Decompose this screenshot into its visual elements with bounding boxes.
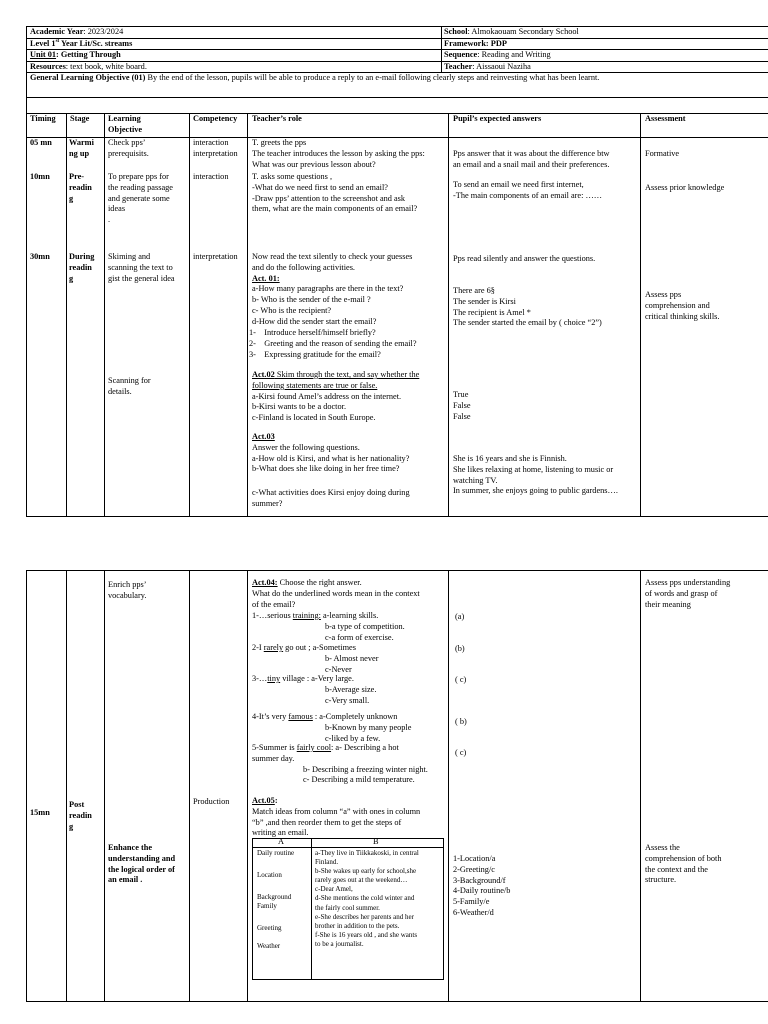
- objective-prereading: To prepare pps for the reading passage and generate some ideas .: [108, 172, 173, 225]
- col-pupil-answers: Pupil’s expected answers: [453, 114, 542, 123]
- stage-post: Post readin g: [69, 800, 92, 831]
- teacher-prereading: T. asks some questions , -What do we need first to send an email? -Draw pps’ attention to the screenshot and ask them, what are the main components of an email?: [252, 172, 418, 214]
- answer-q2: (b): [455, 644, 465, 653]
- act04-q5: 5-Summer is fairly cool: a- Describing a hot summer day. b- Describing a freezing winter night. c- Describing a mild temperature.: [252, 743, 428, 785]
- act01-choices: 1- Introduce herself/himself briefly? 2- Greeting and the reason of sending the email? 3- Expressing gratitude for the email?: [249, 328, 417, 359]
- col-stage: Stage: [70, 114, 90, 123]
- answer-q3: ( c): [455, 675, 467, 684]
- resources: Resources: text book, white board.: [30, 62, 147, 71]
- competency-production: Production: [193, 797, 230, 806]
- pupil-act02: True False False: [453, 390, 471, 421]
- assessment-structure: Assess the comprehension of both the context and the structure.: [645, 843, 722, 885]
- pupil-act01: There are 6§ The sender is Kirsi The recipient is Amel * The sender started the email by ( choice “2”): [453, 286, 602, 328]
- act03-block: Act.03 Answer the following questions. a-How old is Kirsi, and what is her nationality? b-What does she like doing in her free time?: [252, 432, 410, 474]
- answer-q4: ( b): [455, 717, 467, 726]
- objective-scanning: Scanning for details.: [108, 376, 151, 396]
- teacher-during: Now read the text silently to check your guesses and do the following activities. Act. 01: a-How many paragraphs are there in the text? b- Who is the sender of the e-mail ? c- Who is the recipient? d-How did the sender start the email?: [252, 252, 413, 326]
- col-learning-objective: Learning Objective: [108, 114, 143, 134]
- objective-warmup: Check pps’ prerequisits.: [108, 138, 149, 158]
- pupil-act03: She is 16 years and she is Finnish. She likes relaxing at home, listening to music or watching TV. In summer, she enjoys going to public gardens….: [453, 454, 618, 496]
- act05-block: Act.05: Match ideas from column “a” with ones in column “b” ,and then reorder them to get the steps of writing an email.: [252, 796, 421, 838]
- timing-warmup: 05 mn: [30, 138, 52, 147]
- act04-q4: 4-It’s very famous : a-Completely unknown b-Known by many people c-liked by a few.: [252, 712, 412, 743]
- match-col-a: Daily routine Location Background Family Greeting Weather: [257, 849, 295, 951]
- answers-act05: 1-Location/a 2-Greeting/c 3-Background/f 4-Daily routine/b 5-Family/e 6-Weather/d: [453, 854, 511, 917]
- act04-q1: 1-…serious training: a-learning skills. b-a type of competition. c-a form of exercise.: [252, 611, 405, 642]
- objective-vocabulary: Enrich pps’ vocabulary.: [108, 580, 147, 600]
- match-header-a: A: [278, 837, 284, 846]
- general-learning-objective: General Learning Objective (01) By the end of the lesson, pupils will be able to produce a reply to an e-mail following clearly steps and reinvesting what has been learnt.: [30, 73, 600, 82]
- teacher: Teacher: Aissaoui Naziha: [444, 62, 531, 71]
- answer-q5: ( c): [455, 748, 467, 757]
- objective-email-order: Enhance the understanding and the logical order of an email .: [108, 843, 176, 885]
- col-assessment: Assessment: [645, 114, 686, 123]
- act01-label: Act. 01:: [252, 273, 280, 283]
- assessment-vocabulary: Assess pps understanding of words and grasp of their meaning: [645, 578, 731, 609]
- assessment-during: Assess pps comprehension and critical thinking skills.: [645, 290, 720, 321]
- stage-during: During readin g: [69, 252, 95, 283]
- act02-block: Act.02 Skim through the text, and say whether the following statements are true or false. a-Kirsi found Amel’s address on the internet. b-Kirsi wants to be a doctor. c-Finland is located in South Europe.: [252, 370, 420, 423]
- framework: Framework: PDP: [444, 39, 507, 48]
- objective-during: Skiming and scanning the text to gist the general idea: [108, 252, 175, 283]
- competency-warmup: interaction interpretation: [193, 138, 238, 158]
- unit: Unit 01: Getting Through: [30, 50, 121, 59]
- pupil-prereading: To send an email we need first internet, -The main components of an email are: ……: [453, 180, 603, 200]
- act04-block: Act.04: Choose the right answer. What do the underlined words mean in the context of the email?: [252, 578, 420, 609]
- pupil-during-intro: Pps read silently and answer the questions.: [453, 254, 596, 263]
- level: Level 1st Year Lit/Sc. streams: [30, 39, 133, 48]
- col-timing: Timing: [30, 114, 56, 123]
- timing-post: 15mn: [30, 808, 50, 817]
- act03-c: c-What activities does Kirsi enjoy doing during summer?: [252, 488, 410, 508]
- match-header-b: B: [373, 837, 379, 846]
- timing-during: 30mn: [30, 252, 50, 261]
- competency-prereading: interaction: [193, 172, 229, 181]
- assessment-prereading: Assess prior knowledge: [645, 183, 725, 192]
- stage-prereading: Pre- readin g: [69, 172, 92, 203]
- sequence: Sequence: Reading and Writing: [444, 50, 551, 59]
- act04-q2: 2-I rarely go out ; a-Sometimes b- Almost never c-Never: [252, 643, 379, 674]
- answer-q1: (a): [455, 612, 465, 621]
- match-col-b: a-They live in Tiikkakoski, in central Finland. b-She wakes up early for school,she rarely goes out at the weekend… c-Dear Amel, d-She mentions the cold winter and the fairly cool summer. e-She describes her parents and her brother in addition to the pets. f-She is 16 years old , and she wants to be a journalist.: [315, 849, 419, 948]
- timing-prereading: 10mn: [30, 172, 50, 181]
- col-competency: Competency: [193, 114, 238, 123]
- school-name: School: Almokaouam Secondary School: [444, 27, 579, 36]
- teacher-warmup: T. greets the pps The teacher introduces the lesson by asking the pps: What was our previous lesson about?: [252, 138, 425, 169]
- pupil-warmup: Pps answer that it was about the difference btw an email and a snail mail and their preferences.: [453, 149, 610, 169]
- competency-during: interpretation: [193, 252, 238, 261]
- col-teacher-role: Teacher’s role: [252, 114, 302, 123]
- assessment-warmup: Formative: [645, 149, 680, 158]
- act04-q3: 3-…tiny village : a-Very large. b-Average size. c-Very small.: [252, 674, 377, 705]
- academic-year: Academic Year: 2023/2024: [30, 27, 124, 36]
- stage-warmup: Warmi ng up: [69, 138, 94, 158]
